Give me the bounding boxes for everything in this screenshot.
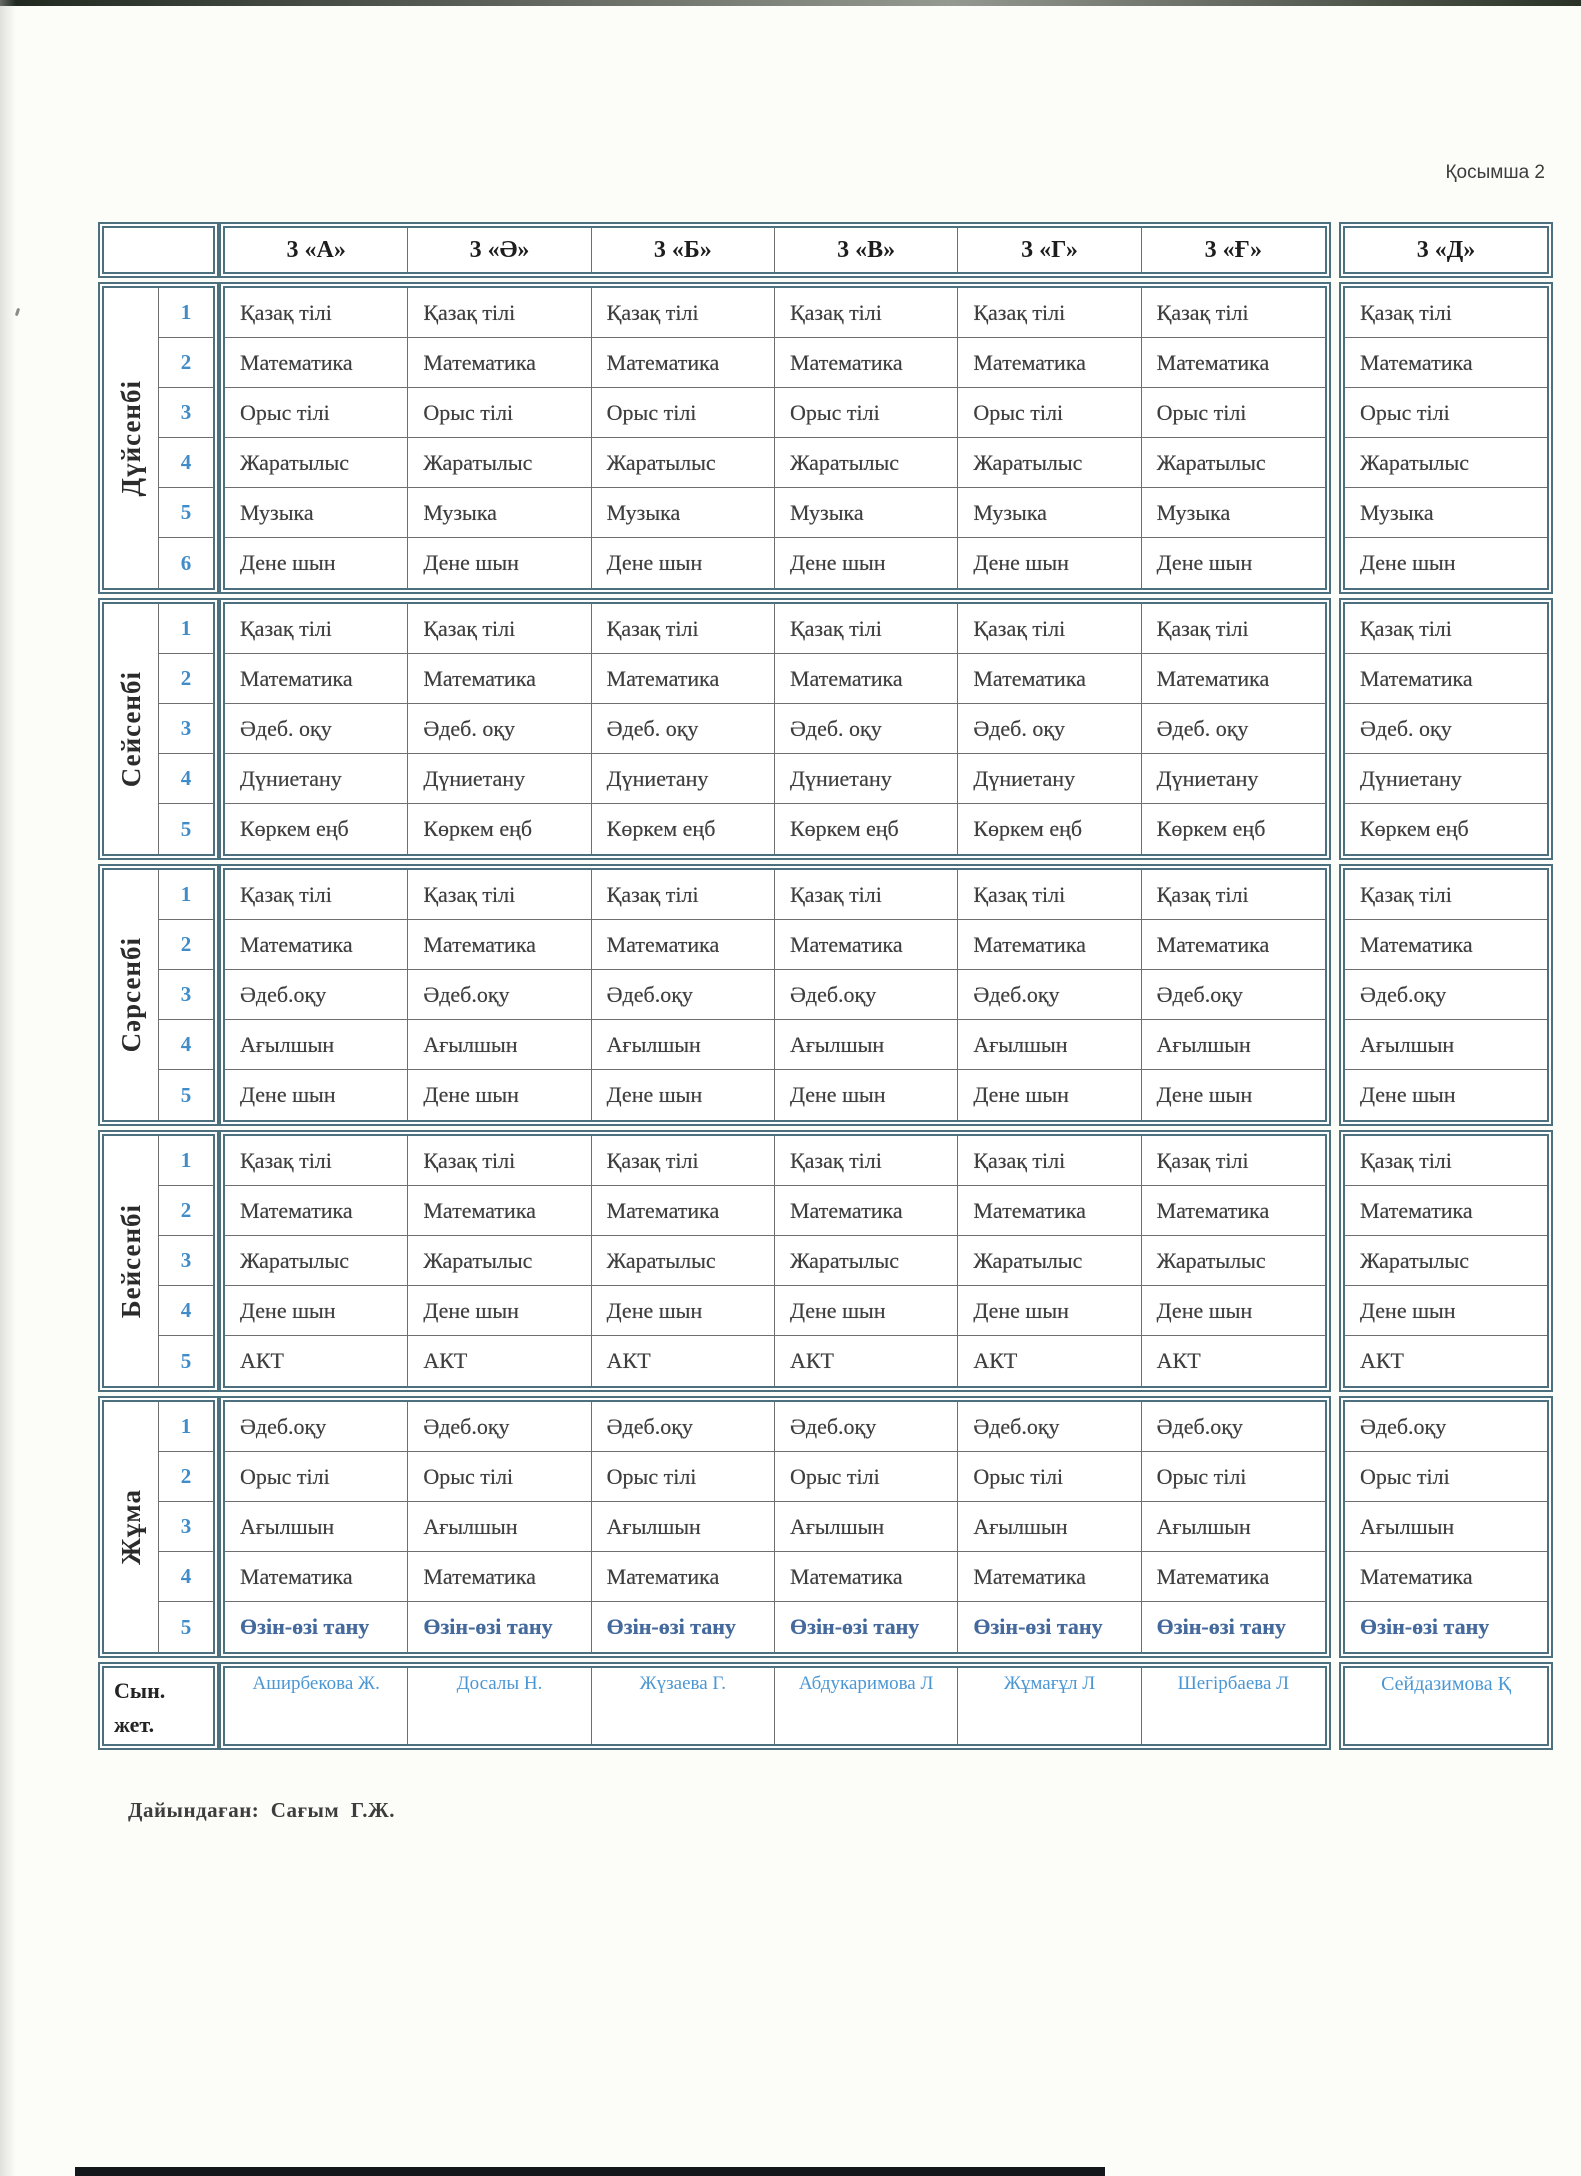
period-number: 2 xyxy=(159,654,213,704)
subject-cell: Математика xyxy=(775,1186,958,1236)
day-label-text: Жұма xyxy=(115,1489,146,1565)
subject-cell: Дене шын xyxy=(225,538,408,588)
subject-cell: Математика xyxy=(1142,920,1325,970)
class-header-block xyxy=(219,222,1331,278)
subject-cell: Өзін-өзі тану xyxy=(1156,1614,1286,1639)
period-number: 3 xyxy=(159,1236,213,1286)
subject-cell: Ағылшын xyxy=(592,1020,775,1070)
subject-cell: Орыс тілі xyxy=(1345,1452,1547,1502)
period-number: 4 xyxy=(159,1552,213,1602)
subject-cell: Дүниетану xyxy=(775,754,958,804)
subject-cell: Қазақ тілі xyxy=(958,604,1141,654)
subject-cell: Дүниетану xyxy=(958,754,1141,804)
subject-cell: Жаратылыс xyxy=(225,438,408,488)
subject-cell: Орыс тілі xyxy=(408,1452,591,1502)
subject-cell: Дүниетану xyxy=(408,754,591,804)
subject-cell: Орыс тілі xyxy=(592,388,775,438)
subject-cell: Өзін-өзі тану xyxy=(408,1602,591,1652)
subject-cell: Орыс тілі xyxy=(775,388,958,438)
subject-cell: Дене шын xyxy=(408,1286,591,1336)
subject-cell: Жаратылыс xyxy=(1142,438,1325,488)
header-corner-block xyxy=(98,222,219,278)
subject-cell: Орыс тілі xyxy=(1142,388,1325,438)
subject-cell: Ағылшын xyxy=(225,1502,408,1552)
subject-cell: Өзін-өзі тану xyxy=(225,1602,408,1652)
day-label-text: Бейсенбі xyxy=(115,1203,146,1319)
subject-cell: Дене шын xyxy=(1156,550,1253,575)
subject-cell: Музыка xyxy=(775,488,958,538)
day-label-text: Сәрсенбі xyxy=(115,937,146,1053)
period-number: 5 xyxy=(159,488,213,538)
day-section xyxy=(98,282,1553,594)
period-number: 5 xyxy=(180,1614,192,1639)
subject-cell: Қазақ тілі xyxy=(225,1136,408,1186)
subject-cell: Қазақ тілі xyxy=(775,870,958,920)
subject-cell: Жаратылыс xyxy=(1142,1236,1325,1286)
class-header-cell: 3 «В» xyxy=(775,228,958,272)
subject-cell: Ағылшын xyxy=(408,1020,591,1070)
subject-cell: АКТ xyxy=(1360,1348,1404,1373)
subject-cell: Қазақ тілі xyxy=(592,1136,775,1186)
period-number: 1 xyxy=(159,288,213,338)
subject-cell: Орыс тілі xyxy=(958,1452,1141,1502)
scan-artifact-top xyxy=(0,0,1581,6)
subject-cell: Әдеб.оқу xyxy=(225,970,408,1020)
scan-speck xyxy=(15,308,20,317)
subject-cell: Дене шын xyxy=(592,538,775,588)
day-subjects-block-d xyxy=(1339,598,1553,860)
period-number: 1 xyxy=(159,870,213,920)
subject-cell: Әдеб. оқу xyxy=(225,704,408,754)
subject-cell: АКТ xyxy=(1156,1348,1201,1373)
subject-cell: Дене шын xyxy=(1360,1082,1456,1107)
day-subjects-block-d xyxy=(1339,1396,1553,1658)
teachers-label-line: Сын. xyxy=(114,1678,166,1703)
subject-cell: Орыс тілі xyxy=(958,388,1141,438)
day-periods-block xyxy=(98,864,219,1126)
subject-cell: Музыка xyxy=(592,488,775,538)
subject-cell: Әдеб. оқу xyxy=(592,704,775,754)
class-header-cell: 3 «А» xyxy=(225,228,408,272)
subject-cell: Орыс тілі xyxy=(225,1452,408,1502)
subject-cell: Әдеб.оқу xyxy=(408,1402,591,1452)
subject-cell: Математика xyxy=(1142,1552,1325,1602)
subject-cell: Математика xyxy=(408,920,591,970)
subject-cell: Математика xyxy=(775,338,958,388)
subject-cell: Ағылшын xyxy=(1142,1502,1325,1552)
subject-cell: Математика xyxy=(1345,338,1547,388)
subject-cell: Орыс тілі xyxy=(1142,1452,1325,1502)
subject-cell: Дене шын xyxy=(1360,550,1456,575)
subject-cell: Ағылшын xyxy=(592,1502,775,1552)
subject-cell: Әдеб.оқу xyxy=(408,970,591,1020)
day-label-text: Сейсенбі xyxy=(115,670,146,788)
subject-cell: Музыка xyxy=(225,488,408,538)
subject-cell: Жаратылыс xyxy=(408,1236,591,1286)
subject-cell: Қазақ тілі xyxy=(408,1136,591,1186)
subject-cell: Қазақ тілі xyxy=(1142,288,1325,338)
day-label xyxy=(104,604,159,854)
subject-cell: Дене шын xyxy=(775,1286,958,1336)
day-subjects-block xyxy=(219,598,1331,860)
subject-cell: Дене шын xyxy=(958,1070,1141,1120)
subject-cell: Қазақ тілі xyxy=(1142,604,1325,654)
period-number: 2 xyxy=(159,1186,213,1236)
subject-cell: Жаратылыс xyxy=(775,438,958,488)
subject-cell: Жаратылыс xyxy=(958,438,1141,488)
subject-cell: Музыка xyxy=(958,488,1141,538)
subject-cell: Дүниетану xyxy=(1345,754,1547,804)
subject-cell: Өзін-өзі тану xyxy=(958,1602,1141,1652)
day-subjects-block xyxy=(219,1396,1331,1658)
subject-cell: Ағылшын xyxy=(225,1020,408,1070)
teacher-name-cell: Шегірбаева Л xyxy=(1177,1673,1290,1694)
period-number: 5 xyxy=(180,816,192,841)
subject-cell: Әдеб. оқу xyxy=(958,704,1141,754)
period-number: 2 xyxy=(159,338,213,388)
subject-cell: Ағылшын xyxy=(958,1020,1141,1070)
timetable xyxy=(98,222,1553,1750)
teachers-label-line: жет. xyxy=(114,1712,155,1738)
subject-cell: Математика xyxy=(775,1552,958,1602)
subject-cell: Орыс тілі xyxy=(408,388,591,438)
subject-cell: Әдеб.оқу xyxy=(1142,970,1325,1020)
subject-cell: Математика xyxy=(592,1552,775,1602)
subject-cell: Математика xyxy=(225,920,408,970)
subject-cell: Әдеб.оқу xyxy=(1345,970,1547,1020)
subject-cell: Математика xyxy=(775,920,958,970)
day-section xyxy=(98,1396,1553,1658)
day-subjects-block xyxy=(219,282,1331,594)
subject-cell: Әдеб. оқу xyxy=(408,704,591,754)
class-header-cell: 3 «Д» xyxy=(1416,236,1476,263)
day-label xyxy=(104,870,159,1120)
period-number: 2 xyxy=(159,920,213,970)
subject-cell: Өзін-өзі тану xyxy=(592,1602,775,1652)
teacher-name-cell: Абдукаримова Л xyxy=(775,1668,958,1744)
subject-cell: Әдеб. оқу xyxy=(775,704,958,754)
subject-cell: Әдеб.оқу xyxy=(958,1402,1141,1452)
subject-cell: Математика xyxy=(958,1186,1141,1236)
subject-cell: Дене шын xyxy=(225,1286,408,1336)
subject-cell: Дене шын xyxy=(1345,1286,1547,1336)
teacher-name-cell: Аширбекова Ж. xyxy=(225,1668,408,1744)
subject-cell: Дене шын xyxy=(1142,1286,1325,1336)
subject-cell: Математика xyxy=(1345,1186,1547,1236)
subject-cell: Дүниетану xyxy=(225,754,408,804)
day-subjects-block-d xyxy=(1339,864,1553,1126)
class-header-block-d xyxy=(1339,222,1553,278)
period-number: 1 xyxy=(159,1402,213,1452)
scan-artifact-left-shadow xyxy=(0,0,16,2176)
subject-cell: АКТ xyxy=(592,1336,775,1386)
subject-cell: Қазақ тілі xyxy=(1345,604,1547,654)
subject-cell: Дене шын xyxy=(775,538,958,588)
subject-cell: АКТ xyxy=(775,1336,958,1386)
subject-cell: Көркем еңб xyxy=(1360,816,1469,841)
subject-cell: Көркем еңб xyxy=(1156,816,1266,841)
subject-cell: Қазақ тілі xyxy=(775,288,958,338)
subject-cell: Қазақ тілі xyxy=(225,288,408,338)
period-number: 4 xyxy=(159,1020,213,1070)
day-label xyxy=(104,1136,159,1386)
subject-cell: Жаратылыс xyxy=(958,1236,1141,1286)
class-teachers-row xyxy=(98,1662,1553,1750)
subject-cell: Математика xyxy=(958,1552,1141,1602)
subject-cell: Ағылшын xyxy=(1345,1020,1547,1070)
subject-cell: Математика xyxy=(592,1186,775,1236)
subject-cell: Көркем еңб xyxy=(958,804,1141,854)
subject-cell: Дене шын xyxy=(958,1286,1141,1336)
subject-cell: Ағылшын xyxy=(775,1502,958,1552)
subject-cell: Көркем еңб xyxy=(408,804,591,854)
period-number: 6 xyxy=(180,550,192,575)
period-number: 4 xyxy=(159,1286,213,1336)
subject-cell: Әдеб. оқу xyxy=(1142,704,1325,754)
day-section xyxy=(98,1130,1553,1392)
subject-cell: Математика xyxy=(225,654,408,704)
day-subjects-block-d xyxy=(1339,282,1553,594)
subject-cell: Қазақ тілі xyxy=(592,604,775,654)
subject-cell: Әдеб.оқу xyxy=(775,1402,958,1452)
teachers-label-block xyxy=(98,1662,219,1750)
subject-cell: Әдеб.оқу xyxy=(592,1402,775,1452)
subject-cell: Музыка xyxy=(1345,488,1547,538)
subject-cell: Қазақ тілі xyxy=(592,288,775,338)
subject-cell: Қазақ тілі xyxy=(1142,1136,1325,1186)
subject-cell: Математика xyxy=(225,1552,408,1602)
subject-cell: Өзін-өзі тану xyxy=(1360,1614,1490,1639)
subject-cell: Әдеб.оқу xyxy=(1142,1402,1325,1452)
subject-cell: Дене шын xyxy=(225,1070,408,1120)
subject-cell: Математика xyxy=(592,654,775,704)
subject-cell: Жаратылыс xyxy=(225,1236,408,1286)
subject-cell: Музыка xyxy=(408,488,591,538)
period-number: 5 xyxy=(180,1348,192,1373)
subject-cell: Көркем еңб xyxy=(592,804,775,854)
class-header-cell: 3 «Б» xyxy=(592,228,775,272)
subject-cell: АКТ xyxy=(225,1336,408,1386)
subject-cell: Әдеб.оқу xyxy=(958,970,1141,1020)
subject-cell: Әдеб.оқу xyxy=(225,1402,408,1452)
subject-cell: Жаратылыс xyxy=(592,438,775,488)
class-header-cell: 3 «Г» xyxy=(958,228,1141,272)
subject-cell: Математика xyxy=(958,654,1141,704)
subject-cell: Қазақ тілі xyxy=(1142,870,1325,920)
subject-cell: Дене шын xyxy=(775,1070,958,1120)
subject-cell: Ағылшын xyxy=(775,1020,958,1070)
subject-cell: Әдеб.оқу xyxy=(775,970,958,1020)
subject-cell: Математика xyxy=(1142,654,1325,704)
subject-cell: Орыс тілі xyxy=(592,1452,775,1502)
page-annotation: Қосымша 2 xyxy=(1445,162,1545,183)
subject-cell: Әдеб.оқу xyxy=(592,970,775,1020)
subject-cell: Жаратылыс xyxy=(408,438,591,488)
day-label-text: Дүйсенбі xyxy=(115,379,146,497)
subject-cell: Ағылшын xyxy=(408,1502,591,1552)
day-subjects-block xyxy=(219,864,1331,1126)
day-periods-block xyxy=(98,1130,219,1392)
day-label xyxy=(104,288,159,588)
day-section xyxy=(98,598,1553,860)
class-header-cell: 3 «Ә» xyxy=(408,228,591,272)
subject-cell: Қазақ тілі xyxy=(775,604,958,654)
subject-cell: Орыс тілі xyxy=(225,388,408,438)
subject-cell: Математика xyxy=(958,338,1141,388)
subject-cell: Қазақ тілі xyxy=(958,288,1141,338)
subject-cell: Математика xyxy=(1345,654,1547,704)
teachers-label xyxy=(104,1668,213,1744)
teacher-name-cell: Жүзаева Г. xyxy=(592,1668,775,1744)
period-number: 4 xyxy=(159,754,213,804)
subject-cell: Қазақ тілі xyxy=(958,1136,1141,1186)
subject-cell: Математика xyxy=(775,654,958,704)
subject-cell: Қазақ тілі xyxy=(225,870,408,920)
teacher-name-cell: Сейдазимова Қ xyxy=(1381,1673,1511,1695)
subject-cell: Математика xyxy=(408,654,591,704)
day-periods-block xyxy=(98,598,219,860)
day-subjects-block xyxy=(219,1130,1331,1392)
day-section xyxy=(98,864,1553,1126)
subject-cell: Қазақ тілі xyxy=(408,288,591,338)
subject-cell: Дене шын xyxy=(592,1286,775,1336)
subject-cell: Дене шын xyxy=(408,1070,591,1120)
period-number: 3 xyxy=(159,388,213,438)
subject-cell: Ағылшын xyxy=(1142,1020,1325,1070)
period-number: 3 xyxy=(159,970,213,1020)
subject-cell: Қазақ тілі xyxy=(1345,1136,1547,1186)
subject-cell: Орыс тілі xyxy=(775,1452,958,1502)
subject-cell: Математика xyxy=(592,338,775,388)
prepared-by-note: Дайындаған: Сағым Г.Ж. xyxy=(128,1798,395,1822)
subject-cell: Дүниетану xyxy=(592,754,775,804)
subject-cell: Қазақ тілі xyxy=(408,604,591,654)
subject-cell: Дене шын xyxy=(408,538,591,588)
subject-cell: Математика xyxy=(225,338,408,388)
subject-cell: Өзін-өзі тану xyxy=(775,1602,958,1652)
teacher-name-cell: Досалы Н. xyxy=(408,1668,591,1744)
subject-cell: Математика xyxy=(592,920,775,970)
subject-cell: Математика xyxy=(1345,1552,1547,1602)
teachers-block-d xyxy=(1339,1662,1553,1750)
subject-cell: Жаратылыс xyxy=(592,1236,775,1286)
subject-cell: Жаратылыс xyxy=(775,1236,958,1286)
subject-cell: Қазақ тілі xyxy=(408,870,591,920)
subject-cell: Жаратылыс xyxy=(1345,438,1547,488)
class-header-cell: 3 «Ғ» xyxy=(1204,236,1262,263)
period-number: 2 xyxy=(159,1452,213,1502)
subject-cell: Математика xyxy=(408,338,591,388)
subject-cell: Көркем еңб xyxy=(225,804,408,854)
day-label xyxy=(104,1402,159,1652)
subject-cell: Дүниетану xyxy=(1142,754,1325,804)
period-number: 3 xyxy=(159,704,213,754)
subject-cell: Математика xyxy=(1142,338,1325,388)
teacher-name-cell: Жұмағұл Л xyxy=(958,1668,1141,1744)
subject-cell: АКТ xyxy=(408,1336,591,1386)
day-periods-block xyxy=(98,1396,219,1658)
class-header-row xyxy=(98,222,1553,278)
subject-cell: Қазақ тілі xyxy=(775,1136,958,1186)
subject-cell: Математика xyxy=(1345,920,1547,970)
header-corner-cell xyxy=(104,228,213,272)
subject-cell: Ағылшын xyxy=(1345,1502,1547,1552)
day-subjects-block-d xyxy=(1339,1130,1553,1392)
subject-cell: Қазақ тілі xyxy=(1345,870,1547,920)
subject-cell: Жаратылыс xyxy=(1345,1236,1547,1286)
subject-cell: Дене шын xyxy=(592,1070,775,1120)
subject-cell: Математика xyxy=(958,920,1141,970)
period-number: 1 xyxy=(159,1136,213,1186)
period-number: 4 xyxy=(159,438,213,488)
subject-cell: Қазақ тілі xyxy=(592,870,775,920)
subject-cell: Қазақ тілі xyxy=(225,604,408,654)
subject-cell: Қазақ тілі xyxy=(1345,288,1547,338)
subject-cell: Математика xyxy=(1142,1186,1325,1236)
scan-artifact-bottom xyxy=(75,2167,1105,2176)
subject-cell: Әдеб.оқу xyxy=(1345,1402,1547,1452)
subject-cell: Музыка xyxy=(1142,488,1325,538)
period-number: 3 xyxy=(159,1502,213,1552)
subject-cell: Әдеб. оқу xyxy=(1345,704,1547,754)
period-number: 5 xyxy=(180,1082,192,1107)
subject-cell: Математика xyxy=(408,1552,591,1602)
teachers-block xyxy=(219,1662,1331,1750)
subject-cell: Орыс тілі xyxy=(1345,388,1547,438)
subject-cell: Математика xyxy=(225,1186,408,1236)
subject-cell: Қазақ тілі xyxy=(958,870,1141,920)
subject-cell: Дене шын xyxy=(1156,1082,1253,1107)
subject-cell: Математика xyxy=(408,1186,591,1236)
day-periods-block xyxy=(98,282,219,594)
subject-cell: Ағылшын xyxy=(958,1502,1141,1552)
subject-cell: Көркем еңб xyxy=(775,804,958,854)
subject-cell: Дене шын xyxy=(958,538,1141,588)
period-number: 1 xyxy=(159,604,213,654)
subject-cell: АКТ xyxy=(958,1336,1141,1386)
